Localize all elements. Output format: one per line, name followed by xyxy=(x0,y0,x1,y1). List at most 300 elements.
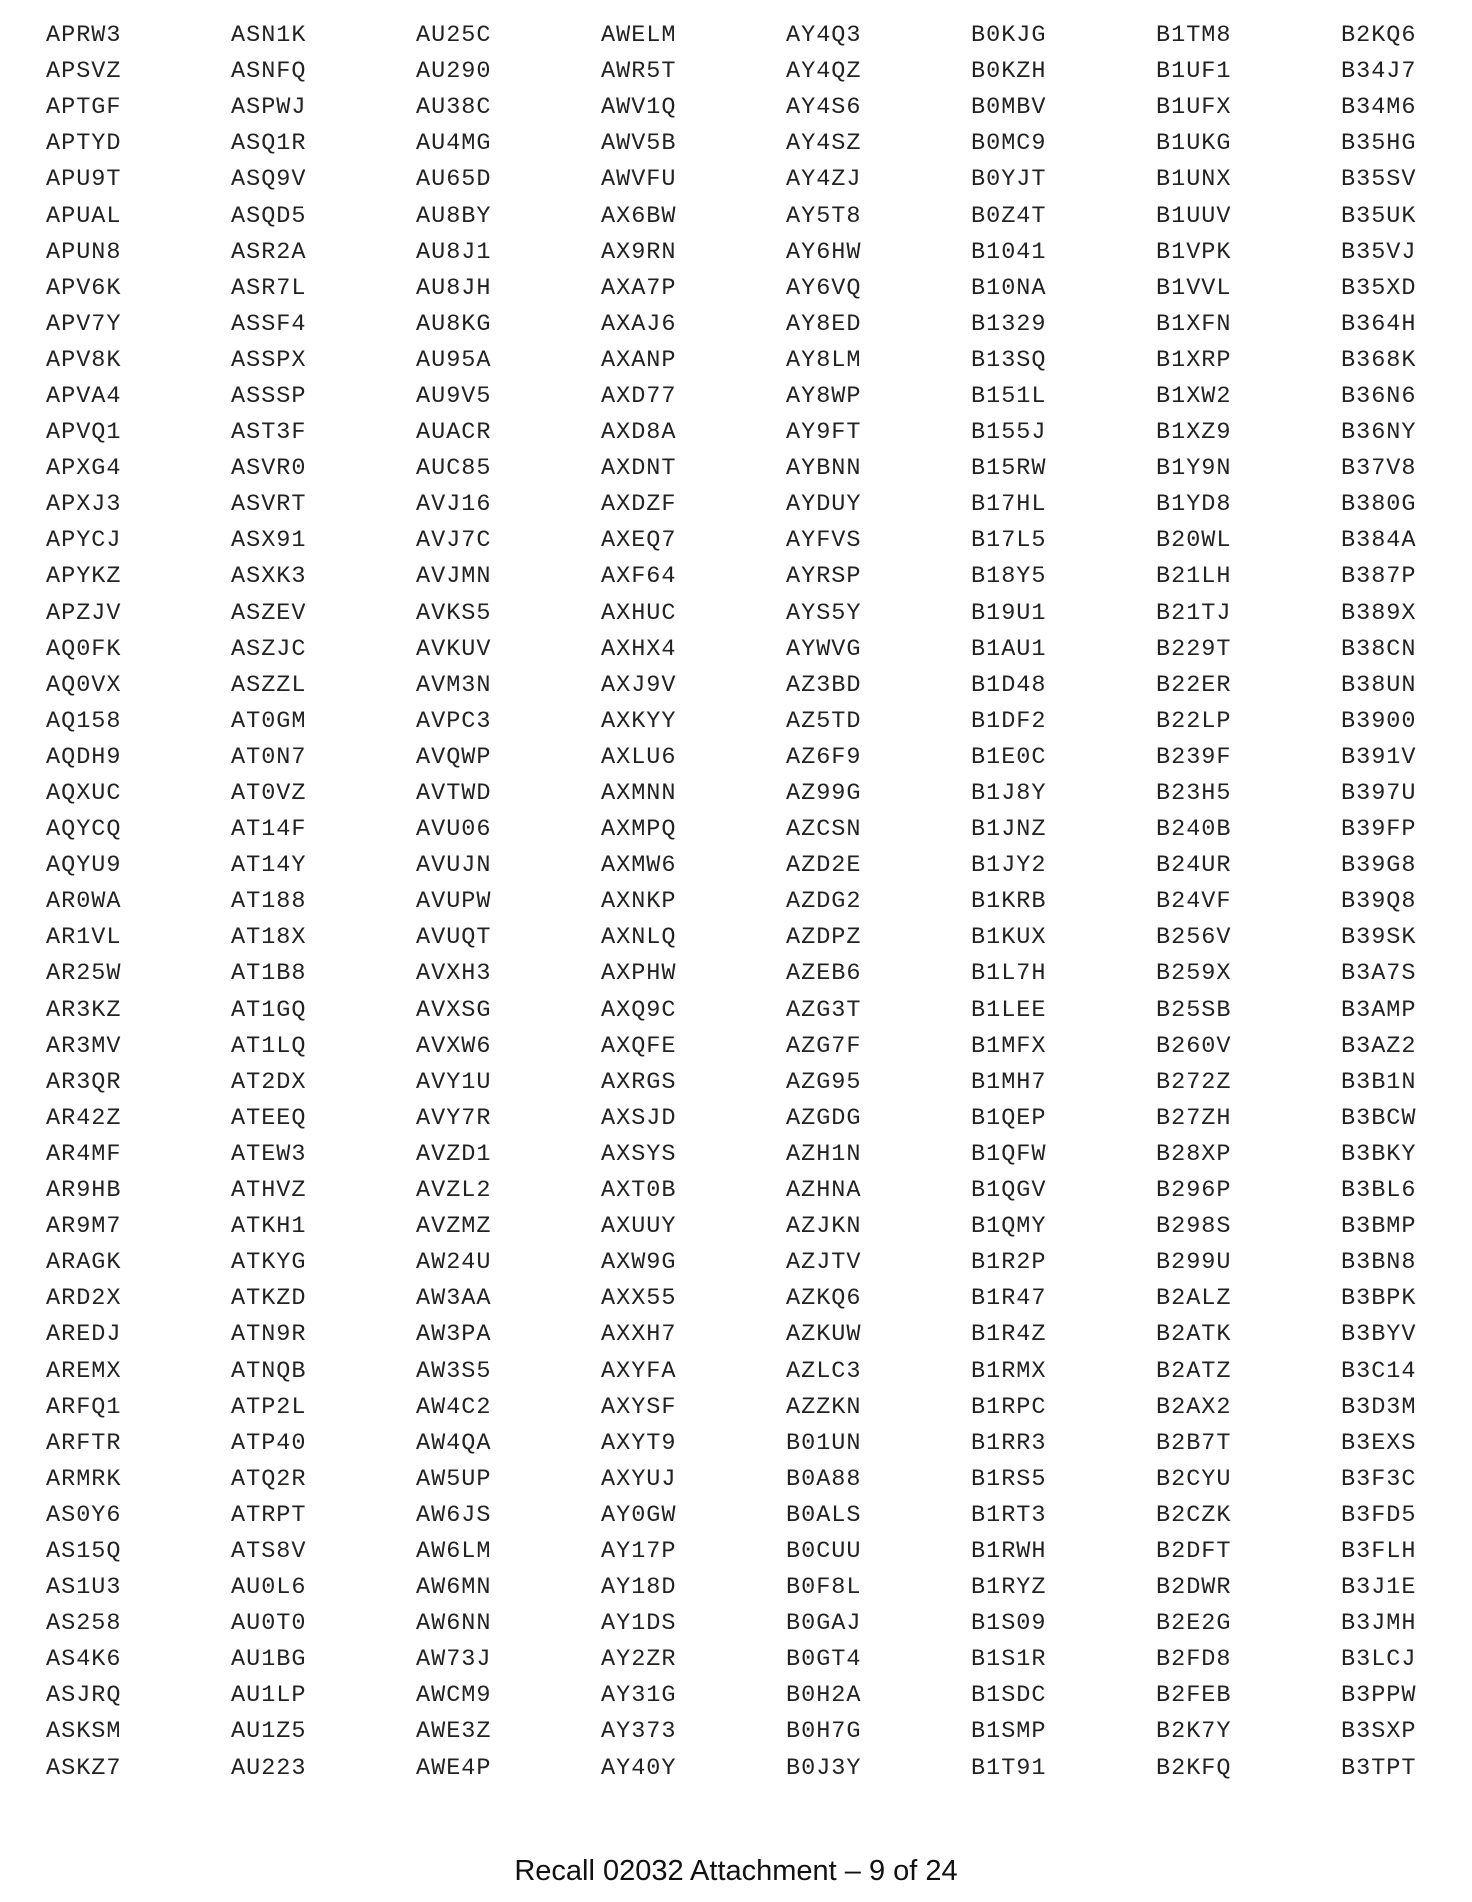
code-cell: B39G8 xyxy=(1341,852,1417,880)
code-cell: B1RMX xyxy=(971,1357,1047,1385)
code-cell: B1RT3 xyxy=(971,1501,1047,1529)
code-cell: AR3MV xyxy=(46,1032,122,1060)
table-row xyxy=(46,415,1436,451)
code-cell: B3BPK xyxy=(1341,1285,1417,1313)
code-cell: AU0T0 xyxy=(231,1610,307,1638)
code-cell: AU0L6 xyxy=(231,1574,307,1602)
code-cell: AXD77 xyxy=(601,382,677,410)
table-row xyxy=(46,271,1436,307)
code-cell: AT0VZ xyxy=(231,780,307,808)
code-cell: AX9RN xyxy=(601,238,677,266)
code-cell: B39FP xyxy=(1341,816,1417,844)
code-cell: B0H2A xyxy=(786,1682,862,1710)
code-cell: AU1BG xyxy=(231,1646,307,1674)
code-cell: AQDH9 xyxy=(46,743,122,771)
code-cell: B1RS5 xyxy=(971,1465,1047,1493)
code-cell: ASSPX xyxy=(231,346,307,374)
code-cell: APXG4 xyxy=(46,455,122,483)
code-cell: AY4Q3 xyxy=(786,22,862,50)
code-cell: AU65D xyxy=(416,166,492,194)
code-cell: B2CYU xyxy=(1156,1465,1232,1493)
code-cell: AXW9G xyxy=(601,1249,677,1277)
code-cell: B0KJG xyxy=(971,22,1047,50)
code-cell: AZG3T xyxy=(786,996,862,1024)
table-row xyxy=(46,1570,1436,1606)
code-cell: B1S1R xyxy=(971,1646,1047,1674)
table-row xyxy=(46,884,1436,920)
code-cell: B1T91 xyxy=(971,1754,1047,1782)
table-row xyxy=(46,740,1436,776)
code-cell: AVJ16 xyxy=(416,491,492,519)
table-row xyxy=(46,704,1436,740)
code-cell: AWV1Q xyxy=(601,94,677,122)
table-row xyxy=(46,90,1436,126)
code-cell: AXHUC xyxy=(601,599,677,627)
code-cell: B3JMH xyxy=(1341,1610,1417,1638)
code-cell: AT18X xyxy=(231,924,307,952)
code-cell: AZZKN xyxy=(786,1393,862,1421)
code-cell: AS1U3 xyxy=(46,1574,122,1602)
code-cell: AWELM xyxy=(601,22,677,50)
code-cell: B2CZK xyxy=(1156,1501,1232,1529)
code-cell: B23H5 xyxy=(1156,780,1232,808)
code-cell: AR0WA xyxy=(46,888,122,916)
code-cell: AXYSF xyxy=(601,1393,677,1421)
code-cell: B2KQ6 xyxy=(1341,22,1417,50)
code-cell: AU8BY xyxy=(416,202,492,230)
code-cell: AY373 xyxy=(601,1718,677,1746)
code-cell: AW73J xyxy=(416,1646,492,1674)
code-cell: AXDZF xyxy=(601,491,677,519)
code-cell: B1VVL xyxy=(1156,274,1232,302)
code-cell: B1J8Y xyxy=(971,780,1047,808)
code-cell: AXEQ7 xyxy=(601,527,677,555)
code-cell: ASQD5 xyxy=(231,202,307,230)
table-row xyxy=(46,1137,1436,1173)
code-cell: ARFQ1 xyxy=(46,1393,122,1421)
code-cell: AY31G xyxy=(601,1682,677,1710)
code-cell: B2ALZ xyxy=(1156,1285,1232,1313)
code-cell: AW6LM xyxy=(416,1537,492,1565)
code-cell: B2DFT xyxy=(1156,1537,1232,1565)
table-row xyxy=(46,1390,1436,1426)
code-cell: B27ZH xyxy=(1156,1104,1232,1132)
code-cell: B3BYV xyxy=(1341,1321,1417,1349)
code-cell: B1QMY xyxy=(971,1213,1047,1241)
code-cell: AXSJD xyxy=(601,1104,677,1132)
code-cell: AT2DX xyxy=(231,1068,307,1096)
table-row xyxy=(46,1426,1436,1462)
code-cell: B3BCW xyxy=(1341,1104,1417,1132)
code-cell: B1D48 xyxy=(971,671,1047,699)
code-cell: AZDG2 xyxy=(786,888,862,916)
code-cell: AZHNA xyxy=(786,1177,862,1205)
code-cell: B0KZH xyxy=(971,58,1047,86)
code-cell: AU9V5 xyxy=(416,382,492,410)
code-list-body xyxy=(46,18,1436,1787)
code-cell: B3FLH xyxy=(1341,1537,1417,1565)
code-cell: ATEW3 xyxy=(231,1140,307,1168)
table-row xyxy=(46,776,1436,812)
code-cell: B1329 xyxy=(971,310,1047,338)
code-cell: ARMRK xyxy=(46,1465,122,1493)
code-cell: B17L5 xyxy=(971,527,1047,555)
code-cell: ASVR0 xyxy=(231,455,307,483)
code-cell: APYCJ xyxy=(46,527,122,555)
code-cell: B3FD5 xyxy=(1341,1501,1417,1529)
code-cell: B2B7T xyxy=(1156,1429,1232,1457)
code-cell: AR3QR xyxy=(46,1068,122,1096)
code-cell: B1S09 xyxy=(971,1610,1047,1638)
code-cell: AVQWP xyxy=(416,743,492,771)
table-row xyxy=(46,632,1436,668)
table-row xyxy=(46,668,1436,704)
code-cell: APUN8 xyxy=(46,238,122,266)
code-cell: B3D3M xyxy=(1341,1393,1417,1421)
code-cell: ATP40 xyxy=(231,1429,307,1457)
code-cell: AZD2E xyxy=(786,852,862,880)
code-cell: B24UR xyxy=(1156,852,1232,880)
code-cell: B1RWH xyxy=(971,1537,1047,1565)
code-cell: AVUQT xyxy=(416,924,492,952)
code-cell: AT1GQ xyxy=(231,996,307,1024)
code-cell: AT14F xyxy=(231,816,307,844)
code-cell: B1XZ9 xyxy=(1156,419,1232,447)
code-cell: APUAL xyxy=(46,202,122,230)
code-cell: AW4QA xyxy=(416,1429,492,1457)
code-cell: B3B1N xyxy=(1341,1068,1417,1096)
code-cell: AS0Y6 xyxy=(46,1501,122,1529)
code-cell: B364H xyxy=(1341,310,1417,338)
code-cell: ASXK3 xyxy=(231,563,307,591)
code-cell: B01UN xyxy=(786,1429,862,1457)
code-cell: B384A xyxy=(1341,527,1417,555)
code-cell: AU290 xyxy=(416,58,492,86)
code-cell: B22ER xyxy=(1156,671,1232,699)
code-cell: B24VF xyxy=(1156,888,1232,916)
code-cell: ATKYG xyxy=(231,1249,307,1277)
code-cell: B151L xyxy=(971,382,1047,410)
table-row xyxy=(46,1534,1436,1570)
table-row xyxy=(46,559,1436,595)
code-cell: AU38C xyxy=(416,94,492,122)
code-cell: B2AX2 xyxy=(1156,1393,1232,1421)
code-cell: AXYFA xyxy=(601,1357,677,1385)
code-cell: B35VJ xyxy=(1341,238,1417,266)
code-cell: APU9T xyxy=(46,166,122,194)
code-cell: ATNQB xyxy=(231,1357,307,1385)
code-cell: AY8WP xyxy=(786,382,862,410)
code-cell: AQ0FK xyxy=(46,635,122,663)
table-row xyxy=(46,1317,1436,1353)
code-cell: B1UUV xyxy=(1156,202,1232,230)
code-cell: B3AZ2 xyxy=(1341,1032,1417,1060)
code-cell: B21TJ xyxy=(1156,599,1232,627)
code-cell: APTGF xyxy=(46,94,122,122)
code-cell: B368K xyxy=(1341,346,1417,374)
page-footer: Recall 02032 Attachment – 9 of 24 xyxy=(514,1855,958,1887)
table-row xyxy=(46,1245,1436,1281)
code-cell: AU25C xyxy=(416,22,492,50)
code-cell: AY4QZ xyxy=(786,58,862,86)
code-cell: AZJKN xyxy=(786,1213,862,1241)
code-cell: AXQFE xyxy=(601,1032,677,1060)
code-cell: AXLU6 xyxy=(601,743,677,771)
code-cell: APYKZ xyxy=(46,563,122,591)
code-cell: AXQ9C xyxy=(601,996,677,1024)
code-cell: AWR5T xyxy=(601,58,677,86)
code-cell: ASNFQ xyxy=(231,58,307,86)
code-cell: AYFVS xyxy=(786,527,862,555)
code-cell: AT0GM xyxy=(231,707,307,735)
code-cell: AXMW6 xyxy=(601,852,677,880)
code-cell: AT14Y xyxy=(231,852,307,880)
code-cell: AZ6F9 xyxy=(786,743,862,771)
table-row xyxy=(46,1353,1436,1389)
code-cell: B0MC9 xyxy=(971,130,1047,158)
code-cell: B2E2G xyxy=(1156,1610,1232,1638)
code-cell: AWVFU xyxy=(601,166,677,194)
code-cell: AXD8A xyxy=(601,419,677,447)
code-cell: AQYU9 xyxy=(46,852,122,880)
code-cell: AZH1N xyxy=(786,1140,862,1168)
code-cell: B1R4Z xyxy=(971,1321,1047,1349)
code-cell: AQXUC xyxy=(46,780,122,808)
code-cell: AZEB6 xyxy=(786,960,862,988)
code-cell: AY2ZR xyxy=(601,1646,677,1674)
code-cell: AWE4P xyxy=(416,1754,492,1782)
code-cell: B1UNX xyxy=(1156,166,1232,194)
code-cell: B0GAJ xyxy=(786,1610,862,1638)
code-cell: B0CUU xyxy=(786,1537,862,1565)
code-cell: B1KRB xyxy=(971,888,1047,916)
code-cell: AVZD1 xyxy=(416,1140,492,1168)
code-cell: AY5T8 xyxy=(786,202,862,230)
table-row xyxy=(46,1065,1436,1101)
code-cell: B1XRP xyxy=(1156,346,1232,374)
table-row xyxy=(46,993,1436,1029)
code-cell: AZ3BD xyxy=(786,671,862,699)
code-cell: AST3F xyxy=(231,419,307,447)
code-cell: B1RPC xyxy=(971,1393,1047,1421)
code-cell: AU1Z5 xyxy=(231,1718,307,1746)
table-row xyxy=(46,162,1436,198)
code-cell: AY8ED xyxy=(786,310,862,338)
table-row xyxy=(46,1606,1436,1642)
code-cell: AW5UP xyxy=(416,1465,492,1493)
code-cell: ASZJC xyxy=(231,635,307,663)
code-cell: APV8K xyxy=(46,346,122,374)
code-cell: AW3AA xyxy=(416,1285,492,1313)
code-cell: APRW3 xyxy=(46,22,122,50)
code-cell: AW24U xyxy=(416,1249,492,1277)
code-cell: B1QEP xyxy=(971,1104,1047,1132)
code-cell: AXAJ6 xyxy=(601,310,677,338)
code-cell: AXJ9V xyxy=(601,671,677,699)
code-cell: B3EXS xyxy=(1341,1429,1417,1457)
code-cell: B3PPW xyxy=(1341,1682,1417,1710)
table-row xyxy=(46,1101,1436,1137)
code-cell: AY8LM xyxy=(786,346,862,374)
code-cell: APXJ3 xyxy=(46,491,122,519)
code-cell: ASN1K xyxy=(231,22,307,50)
code-cell: AZGDG xyxy=(786,1104,862,1132)
code-cell: AU95A xyxy=(416,346,492,374)
code-cell: B1Y9N xyxy=(1156,455,1232,483)
code-cell: APVQ1 xyxy=(46,419,122,447)
code-cell: AU223 xyxy=(231,1754,307,1782)
code-cell: ASSF4 xyxy=(231,310,307,338)
code-cell: AS4K6 xyxy=(46,1646,122,1674)
code-cell: AR25W xyxy=(46,960,122,988)
code-cell: B2FD8 xyxy=(1156,1646,1232,1674)
code-cell: ASPWJ xyxy=(231,94,307,122)
code-cell: AVUJN xyxy=(416,852,492,880)
code-cell: B2DWR xyxy=(1156,1574,1232,1602)
code-cell: AY9FT xyxy=(786,419,862,447)
code-cell: APV7Y xyxy=(46,310,122,338)
code-cell: B2ATZ xyxy=(1156,1357,1232,1385)
table-row xyxy=(46,1642,1436,1678)
code-cell: B3AMP xyxy=(1341,996,1417,1024)
code-cell: B1R2P xyxy=(971,1249,1047,1277)
code-cell: AX6BW xyxy=(601,202,677,230)
code-cell: AXT0B xyxy=(601,1177,677,1205)
code-cell: B298S xyxy=(1156,1213,1232,1241)
code-cell: B28XP xyxy=(1156,1140,1232,1168)
code-cell: AT188 xyxy=(231,888,307,916)
code-cell: AUACR xyxy=(416,419,492,447)
code-cell: B1VPK xyxy=(1156,238,1232,266)
code-cell: B35HG xyxy=(1341,130,1417,158)
code-cell: AR4MF xyxy=(46,1140,122,1168)
code-cell: B0MBV xyxy=(971,94,1047,122)
table-row xyxy=(46,379,1436,415)
code-cell: B1SMP xyxy=(971,1718,1047,1746)
code-cell: B36N6 xyxy=(1341,382,1417,410)
code-cell: B259X xyxy=(1156,960,1232,988)
code-cell: AYDUY xyxy=(786,491,862,519)
code-cell: B1041 xyxy=(971,238,1047,266)
table-row xyxy=(46,956,1436,992)
code-cell: AW6JS xyxy=(416,1501,492,1529)
code-cell: B1JY2 xyxy=(971,852,1047,880)
code-cell: AXDNT xyxy=(601,455,677,483)
code-cell: B35XD xyxy=(1341,274,1417,302)
code-cell: ATEEQ xyxy=(231,1104,307,1132)
code-cell: ATHVZ xyxy=(231,1177,307,1205)
code-cell: AXX55 xyxy=(601,1285,677,1313)
code-cell: AXNKP xyxy=(601,888,677,916)
table-row xyxy=(46,235,1436,271)
code-cell: B1UFX xyxy=(1156,94,1232,122)
code-cell: B3A7S xyxy=(1341,960,1417,988)
code-cell: AYBNN xyxy=(786,455,862,483)
code-cell: B2K7Y xyxy=(1156,1718,1232,1746)
code-cell: AVZMZ xyxy=(416,1213,492,1241)
code-cell: AZKQ6 xyxy=(786,1285,862,1313)
code-cell: ATRPT xyxy=(231,1501,307,1529)
code-cell: APVA4 xyxy=(46,382,122,410)
code-cell: AY4ZJ xyxy=(786,166,862,194)
code-cell: B1YD8 xyxy=(1156,491,1232,519)
code-cell: AY6HW xyxy=(786,238,862,266)
code-cell: AXPHW xyxy=(601,960,677,988)
code-cell: ATN9R xyxy=(231,1321,307,1349)
code-cell: AU8J1 xyxy=(416,238,492,266)
code-cell: B1R47 xyxy=(971,1285,1047,1313)
table-row xyxy=(46,523,1436,559)
code-cell: B1TM8 xyxy=(1156,22,1232,50)
code-cell: APSVZ xyxy=(46,58,122,86)
table-row xyxy=(46,343,1436,379)
code-cell: ASR7L xyxy=(231,274,307,302)
code-cell: AVY7R xyxy=(416,1104,492,1132)
table-row xyxy=(46,1751,1436,1787)
code-cell: B1SDC xyxy=(971,1682,1047,1710)
code-cell: B272Z xyxy=(1156,1068,1232,1096)
table-row xyxy=(46,1209,1436,1245)
code-cell: B1LEE xyxy=(971,996,1047,1024)
code-cell: AQYCQ xyxy=(46,816,122,844)
code-cell: AY6VQ xyxy=(786,274,862,302)
code-cell: B39Q8 xyxy=(1341,888,1417,916)
code-cell: AXMNN xyxy=(601,780,677,808)
code-cell: AVZL2 xyxy=(416,1177,492,1205)
table-row xyxy=(46,1173,1436,1209)
table-row xyxy=(46,54,1436,90)
code-cell: AQ0VX xyxy=(46,671,122,699)
code-cell: B0GT4 xyxy=(786,1646,862,1674)
code-cell: B3SXP xyxy=(1341,1718,1417,1746)
code-cell: B0A88 xyxy=(786,1465,862,1493)
code-cell: B1UKG xyxy=(1156,130,1232,158)
code-cell: AREMX xyxy=(46,1357,122,1385)
code-cell: ASKZ7 xyxy=(46,1754,122,1782)
code-cell: ASSSP xyxy=(231,382,307,410)
code-cell: B1XFN xyxy=(1156,310,1232,338)
code-cell: B36NY xyxy=(1341,419,1417,447)
code-cell: AS15Q xyxy=(46,1537,122,1565)
code-cell: AY1DS xyxy=(601,1610,677,1638)
code-cell: B37V8 xyxy=(1341,455,1417,483)
code-cell: B21LH xyxy=(1156,563,1232,591)
code-cell: AXRGS xyxy=(601,1068,677,1096)
code-cell: B18Y5 xyxy=(971,563,1047,591)
code-cell: ASZEV xyxy=(231,599,307,627)
code-cell: AVKS5 xyxy=(416,599,492,627)
code-cell: B256V xyxy=(1156,924,1232,952)
code-cell: AVXH3 xyxy=(416,960,492,988)
table-row xyxy=(46,596,1436,632)
code-cell: AXKYY xyxy=(601,707,677,735)
code-cell: AWE3Z xyxy=(416,1718,492,1746)
code-cell: AXA7P xyxy=(601,274,677,302)
code-cell: B1XW2 xyxy=(1156,382,1232,410)
table-row xyxy=(46,1281,1436,1317)
code-cell: AXSYS xyxy=(601,1140,677,1168)
code-cell: ARD2X xyxy=(46,1285,122,1313)
code-cell: AT1LQ xyxy=(231,1032,307,1060)
code-cell: APTYD xyxy=(46,130,122,158)
code-cell: ARFTR xyxy=(46,1429,122,1457)
code-cell: ARAGK xyxy=(46,1249,122,1277)
code-cell: AREDJ xyxy=(46,1321,122,1349)
code-cell: B1MFX xyxy=(971,1032,1047,1060)
code-cell: AXNLQ xyxy=(601,924,677,952)
code-cell: AU4MG xyxy=(416,130,492,158)
code-cell: AWCM9 xyxy=(416,1682,492,1710)
